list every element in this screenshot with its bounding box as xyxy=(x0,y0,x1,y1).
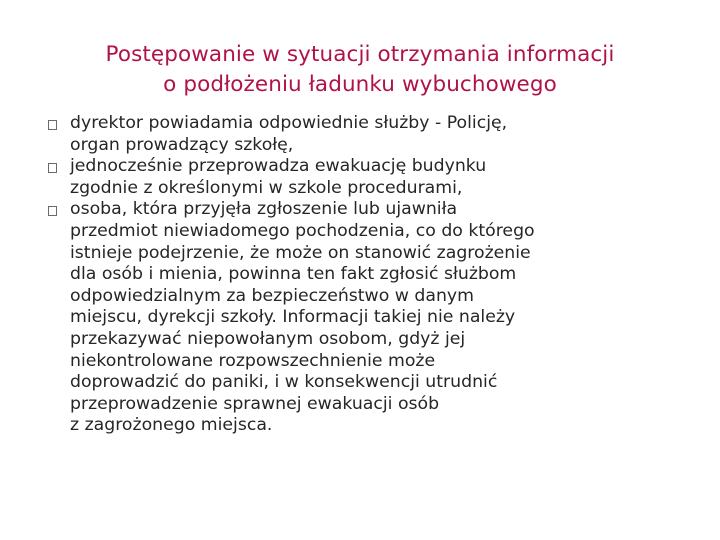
slide-title-line: o podłożeniu ładunku wybuchowego xyxy=(163,72,557,97)
bullet-text-line: istnieje podejrzenie, że może on stanowić zagrożenie xyxy=(70,242,531,263)
checkbox-bullet-icon xyxy=(48,163,57,173)
bullet-text-line: przedmiot niewiadomego pochodzenia, co do którego xyxy=(70,220,535,241)
checkbox-bullet-icon xyxy=(48,120,57,130)
bullet-text-line: dyrektor powiadamia odpowiednie służby - Policję, xyxy=(70,113,508,133)
bullet-text-line: z zagrożonego miejsca. xyxy=(70,415,273,436)
bullet-text-line: niekontrolowane rozpowszechnienie może xyxy=(70,350,436,371)
bullet-text-line: miejscu, dyrekcji szkoły. Informacji takiej nie należy xyxy=(70,307,516,328)
bullet-item xyxy=(44,156,684,199)
bullet-text-line: osoba, która przyjęła zgłoszenie lub ujawniła xyxy=(70,199,458,220)
bullet-text-line: zgodnie z określonymi w szkole procedurami, xyxy=(70,177,463,198)
slide-title xyxy=(40,40,680,100)
slide-title-line: Postępowanie w sytuacji otrzymania informacji xyxy=(105,42,615,67)
bullet-list xyxy=(44,113,684,437)
bullet-text-line: przekazywać niepowołanym osobom, gdyż jej xyxy=(70,328,466,349)
checkbox-bullet-icon xyxy=(48,206,57,216)
bullet-text-line: organ prowadzący szkołę, xyxy=(70,134,294,155)
bullet-text-line: dla osób i mienia, powinna ten fakt zgłosić służbom xyxy=(70,264,517,285)
bullet-text-line: jednocześnie przeprowadza ewakuację budynku xyxy=(70,156,487,177)
bullet-text-line: odpowiedzialnym za bezpieczeństwo w danym xyxy=(70,285,474,306)
bullet-text-line: doprowadzić do paniki, i w konsekwencji utrudnić xyxy=(70,372,498,393)
bullet-item xyxy=(44,113,684,156)
bullet-text-line: przeprowadzenie sprawnej ewakuacji osób xyxy=(70,393,440,414)
bullet-item xyxy=(44,199,684,437)
